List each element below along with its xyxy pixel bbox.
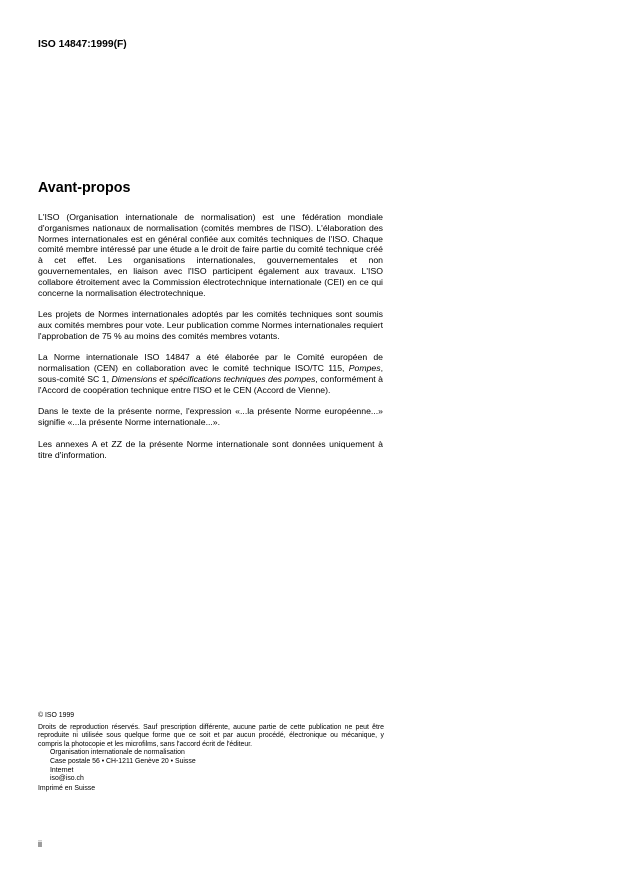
- paragraph-voting: Les projets de Normes internationales adoptés par les comités techniques sont soumis aux comités membres pour vote. Leur publication comme Normes internationales requiert l'approbation de 75 % au moins des comités membres votants.: [38, 309, 383, 341]
- copyright-footer: [38, 712, 384, 793]
- elaboration-text-2: , sous-comité SC 1,: [38, 363, 383, 384]
- paragraph-iso-organisation: L'ISO (Organisation internationale de normalisation) est une fédération mondiale d'organismes nationaux de normalisation (comités membres de l'ISO). L'élaboration des Normes internationales est en général confiée aux comités techniques de l'ISO. Chaque comité membre intéressé par une étude a le droit de faire partie du comité technique créé à cet effet. Les organisations internationales, gouvernementales et non gouvernementales, en liaison avec l'ISO participent également aux travaux. L'ISO collabore étroitement avec la Commission électrotechnique internationale (CEI) en ce qui concerne la normalisation électrotechnique.: [38, 212, 383, 298]
- internet-line: [50, 767, 384, 784]
- subcommittee-name: Dimensions et spécifications techniques des pompes: [111, 373, 316, 384]
- internet-label: Internet: [50, 766, 74, 774]
- section-title: Avant-propos: [38, 180, 131, 196]
- elaboration-text-3: , conformément à l'Accord de coopération technique entre l'ISO et le CEN (Accord de Vienne).: [38, 373, 383, 395]
- printed-in: Imprimé en Suisse: [38, 784, 96, 792]
- paragraph-elaboration: [38, 352, 383, 395]
- foreword-body: [38, 212, 383, 471]
- organisation-name: Organisation internationale de normalisation: [50, 749, 185, 757]
- committee-name: Pompes: [348, 363, 381, 374]
- document-id: ISO 14847:1999(F): [38, 39, 127, 50]
- paragraph-expression: Dans le texte de la présente norme, l'expression «...la présente Norme européenne...» signifie «...la présente Norme internationale...».: [38, 406, 383, 428]
- page-number: ii: [38, 839, 42, 849]
- elaboration-text-1: La Norme internationale ISO 14847 a été élaborée par le Comité européen de normalisation (CEN) en collaboration avec le comité technique ISO/TC 115,: [38, 352, 383, 374]
- copyright-line: © ISO 1999: [38, 712, 75, 719]
- email-address: iso@iso.ch: [50, 775, 84, 783]
- paragraph-annexes: Les annexes A et ZZ de la présente Norme internationale sont données uniquement à titre d'information.: [38, 438, 383, 460]
- publisher-address: [38, 749, 384, 783]
- rights-notice: Droits de reproduction réservés. Sauf prescription différente, aucune partie de cette publication ne peut être reproduite ni utilisée sous quelque forme que ce soit et par aucun procédé, électronique ou mécanique, y compris la photocopie et les microfilms, sans l'accord écrit de l'éditeur.: [38, 723, 384, 748]
- postal-address: Case postale 56 • CH-1211 Genève 20 • Suisse: [50, 757, 196, 765]
